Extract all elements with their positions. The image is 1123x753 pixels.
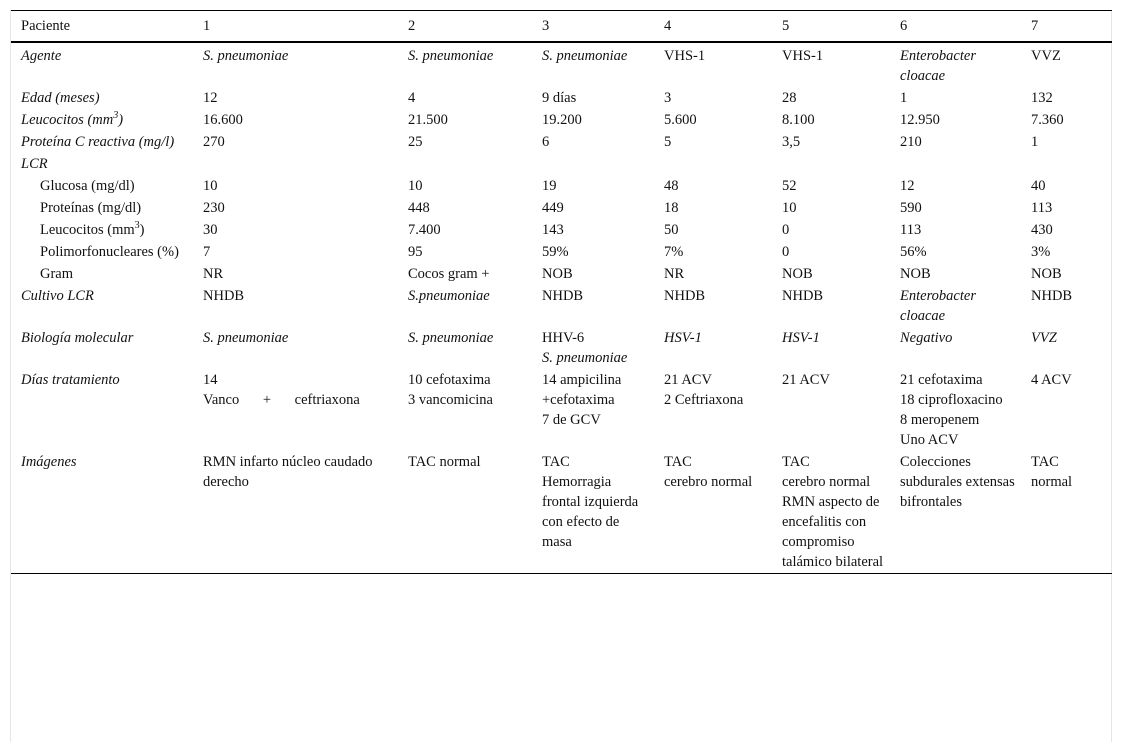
row-label: Cultivo LCR xyxy=(21,288,94,304)
row-leucocitos xyxy=(11,109,1112,131)
label-sup: 3 xyxy=(113,110,119,122)
cell-line: 2 Ceftriaxona xyxy=(664,392,744,408)
row-label xyxy=(11,219,193,241)
table-cell: Cocos gram + xyxy=(408,266,490,282)
table-cell: 230 xyxy=(203,200,225,216)
table-cell: S. pneumoniae xyxy=(203,330,289,346)
cell-line: 3 vancomicina xyxy=(408,392,493,408)
cell-line: 14 xyxy=(203,372,218,388)
table-cell: 3,5 xyxy=(782,134,801,150)
table-cell: 12 xyxy=(900,178,915,194)
table-cell: 12.950 xyxy=(900,112,940,128)
table-cell: 52 xyxy=(782,178,797,194)
table-cell: S. pneumoniae xyxy=(408,330,494,346)
table-cell: Enterobacter cloacae xyxy=(900,288,976,324)
table-cell: 0 xyxy=(782,244,790,260)
table-cell: 132 xyxy=(1031,90,1053,106)
label-text: Leucocitos (mm xyxy=(21,112,114,128)
row-label: Imágenes xyxy=(21,454,77,470)
table-cell: Colecciones subdurales extensas bifrontales xyxy=(900,454,1015,510)
table-cell: 16.600 xyxy=(203,112,243,128)
table-cell: 113 xyxy=(900,222,922,238)
cell-line: TAC xyxy=(542,454,570,470)
table-cell: 5.600 xyxy=(664,112,697,128)
row-label: LCR xyxy=(21,156,48,172)
table-cell: 40 xyxy=(1031,178,1046,194)
row-label: Edad (meses) xyxy=(21,90,100,106)
table-cell: 21.500 xyxy=(408,112,448,128)
cell-line: TAC xyxy=(782,454,810,470)
table-cell: 19.200 xyxy=(542,112,582,128)
row-label: Biología molecular xyxy=(21,330,134,346)
table-cell: 21 ACV xyxy=(782,372,830,388)
patient-table xyxy=(11,10,1112,574)
table-cell: NOB xyxy=(782,266,813,282)
row-cultivo xyxy=(11,285,1112,327)
label-end: ) xyxy=(118,112,124,128)
table-cell: NHDB xyxy=(1031,288,1073,304)
row-imagenes xyxy=(11,451,1112,574)
table-cell: 48 xyxy=(664,178,679,194)
cell-line: Hemorragia frontal izquierda con efecto de masa xyxy=(542,474,639,550)
cell-line: RMN aspecto de encefalitis con compromiso talámico bilateral xyxy=(782,494,884,570)
table-cell: NOB xyxy=(900,266,931,282)
row-label: Polimorfonucleares (%) xyxy=(40,244,179,260)
table-cell: Negativo xyxy=(900,330,953,346)
table-cell: 4 xyxy=(408,90,416,106)
table-cell: 4 ACV xyxy=(1031,372,1072,388)
row-label: Días tratamiento xyxy=(21,372,120,388)
row-biologia xyxy=(11,327,1112,369)
table-cell: VHS-1 xyxy=(664,48,706,64)
cell-line: cerebro normal xyxy=(664,474,753,490)
label-text: Leucocitos (mm xyxy=(40,222,135,238)
table-cell: 1 xyxy=(900,90,908,106)
table-cell: NOB xyxy=(1031,266,1062,282)
table-cell: 7% xyxy=(664,244,684,260)
header-cell: 3 xyxy=(542,18,550,34)
table-cell: VVZ xyxy=(1031,330,1057,346)
table-cell xyxy=(1021,451,1112,574)
table-cell: 210 xyxy=(900,134,922,150)
row-glucosa xyxy=(11,175,1112,197)
header-cell: 7 xyxy=(1031,18,1039,34)
row-gram xyxy=(11,263,1112,285)
table-cell xyxy=(890,369,1021,451)
table-cell: 7.360 xyxy=(1031,112,1064,128)
table-cell xyxy=(532,451,654,574)
table-cell: 6 xyxy=(542,134,550,150)
table-cell: 270 xyxy=(203,134,225,150)
cell-line: 21 ACV xyxy=(664,372,712,388)
header-cell: 6 xyxy=(900,18,908,34)
table-cell: S. pneumoniae xyxy=(408,48,494,64)
table-cell xyxy=(193,369,398,451)
table-cell: HSV-1 xyxy=(664,330,702,346)
cell-line: 14 ampicilina +cefotaxima xyxy=(542,372,622,408)
table-cell xyxy=(532,327,654,369)
table-cell: VHS-1 xyxy=(782,48,824,64)
header-cell: 5 xyxy=(782,18,790,34)
table-cell: 12 xyxy=(203,90,218,106)
row-label: Glucosa (mg/dl) xyxy=(40,178,135,194)
row-label: Agente xyxy=(21,48,62,64)
table-cell: NR xyxy=(664,266,685,282)
table-cell: S. pneumoniae xyxy=(203,48,289,64)
cell-line: 21 cefotaxima xyxy=(900,372,983,388)
row-pcr xyxy=(11,131,1112,153)
header-cell: 4 xyxy=(664,18,672,34)
table-cell: 28 xyxy=(782,90,797,106)
table-cell xyxy=(772,451,890,574)
table-cell: 19 xyxy=(542,178,557,194)
table-cell: 7 xyxy=(203,244,211,260)
table-cell: 3% xyxy=(1031,244,1051,260)
table-cell xyxy=(654,451,772,574)
table-cell: NR xyxy=(203,266,224,282)
cell-line: HHV-6 xyxy=(542,330,585,346)
table-cell: 56% xyxy=(900,244,927,260)
header-row xyxy=(11,11,1112,43)
table-cell: 10 xyxy=(782,200,797,216)
cell-line: TAC xyxy=(1031,454,1059,470)
row-proteinas xyxy=(11,197,1112,219)
header-cell: 2 xyxy=(408,18,416,34)
row-leucocitos-lcr xyxy=(11,219,1112,241)
table-cell: 18 xyxy=(664,200,679,216)
table-cell: VVZ xyxy=(1031,48,1061,64)
table-cell: NOB xyxy=(542,266,573,282)
table-cell: S.pneumoniae xyxy=(408,288,490,304)
table-cell xyxy=(398,369,532,451)
table-cell: 25 xyxy=(408,134,423,150)
table-cell xyxy=(654,369,772,451)
table-cell: NHDB xyxy=(664,288,706,304)
label-end: ) xyxy=(139,222,145,238)
cell-line: 18 ciprofloxacino xyxy=(900,392,1003,408)
table-cell: TAC normal xyxy=(408,454,481,470)
table-cell: 9 días xyxy=(542,90,577,106)
row-label xyxy=(11,109,193,131)
table-cell: 430 xyxy=(1031,222,1053,238)
table-cell: 59% xyxy=(542,244,569,260)
label-sup: 3 xyxy=(134,220,140,232)
cell-line: Uno ACV xyxy=(900,432,959,448)
cell-line: 8 meropenem xyxy=(900,412,980,428)
row-lcr xyxy=(11,153,1112,175)
header-cell: Paciente xyxy=(21,18,71,34)
table-cell: S. pneumoniae xyxy=(542,48,628,64)
row-agente xyxy=(11,42,1112,87)
table-cell: 95 xyxy=(408,244,423,260)
cell-line: S. pneumoniae xyxy=(542,350,628,366)
table-cell: Enterobacter cloacae xyxy=(900,48,976,84)
row-label: Gram xyxy=(40,266,74,282)
table-cell: 3 xyxy=(664,90,672,106)
cell-line: TAC xyxy=(664,454,692,470)
table-cell: HSV-1 xyxy=(782,330,820,346)
table-cell: 7.400 xyxy=(408,222,441,238)
row-edad xyxy=(11,87,1112,109)
table-cell: NHDB xyxy=(542,288,584,304)
table-cell: 448 xyxy=(408,200,430,216)
table-cell: 30 xyxy=(203,222,218,238)
table-cell: 449 xyxy=(542,200,564,216)
table-cell: 590 xyxy=(900,200,922,216)
row-dias-tratamiento xyxy=(11,369,1112,451)
table-cell: 50 xyxy=(664,222,679,238)
row-label: Proteínas (mg/dl) xyxy=(40,200,142,216)
table-cell: 10 xyxy=(408,178,423,194)
cell-line: 10 cefotaxima xyxy=(408,372,491,388)
table-cell: 113 xyxy=(1031,200,1053,216)
header-cell: 1 xyxy=(203,18,211,34)
table-cell: NHDB xyxy=(203,288,245,304)
cell-line: 7 de GCV xyxy=(542,412,601,428)
table-cell: 10 xyxy=(203,178,218,194)
table-cell: 8.100 xyxy=(782,112,815,128)
cell-line: normal xyxy=(1031,474,1073,490)
table-cell: 5 xyxy=(664,134,672,150)
row-label: Proteína C reactiva (mg/l) xyxy=(21,134,175,150)
cell-line: Vanco + ceftriaxona xyxy=(203,392,360,408)
table-cell: 0 xyxy=(782,222,790,238)
table-cell: RMN infarto núcleo caudado derecho xyxy=(203,454,373,490)
cell-line: cerebro normal xyxy=(782,474,871,490)
table-cell: 143 xyxy=(542,222,564,238)
row-polimorfonucleares xyxy=(11,241,1112,263)
table-cell: 1 xyxy=(1031,134,1039,150)
table-cell xyxy=(532,369,654,451)
table-cell: NHDB xyxy=(782,288,824,304)
